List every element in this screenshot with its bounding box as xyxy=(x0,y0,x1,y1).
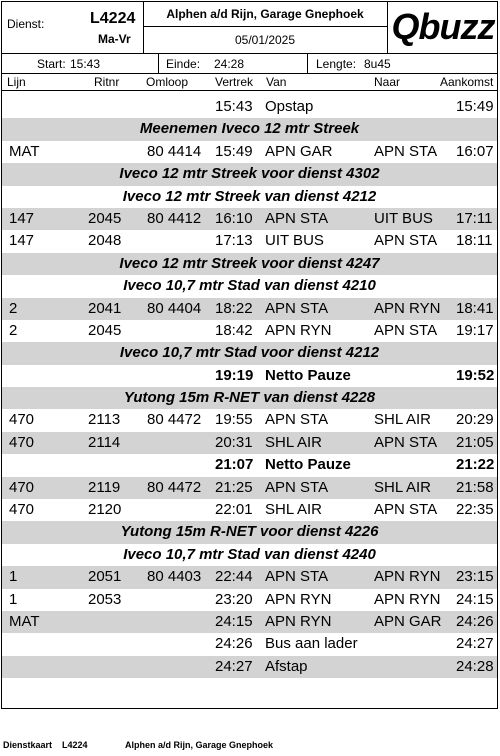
row-aankomst: 19:17 xyxy=(456,321,494,339)
length-label: Lengte: xyxy=(316,57,357,71)
row-vertrek: 21:25 xyxy=(215,478,253,496)
row-ritnr: 2051 xyxy=(88,568,122,586)
row-vertrek: 24:26 xyxy=(215,635,253,653)
trip-row xyxy=(2,298,497,320)
col-aankomst: Aankomst xyxy=(440,75,494,89)
row-omloop: 80 4403 xyxy=(147,568,202,586)
section-title: Yutong 15m R-NET voor dienst 4226 xyxy=(120,523,379,541)
section-title: Yutong 15m R-NET van dienst 4228 xyxy=(123,389,376,407)
garage-name: Alphen a/d Rijn, Garage Gnephoek xyxy=(143,2,387,27)
row-lijn: 2 xyxy=(9,321,18,339)
qbuzz-logo: Qbuzz xyxy=(391,6,495,47)
section-title: Iveco 12 mtr Streek voor dienst 4247 xyxy=(119,254,380,272)
row-van: APN RYN xyxy=(265,590,332,608)
row-van: Afstap xyxy=(265,657,308,675)
row-aankomst: 24:27 xyxy=(456,635,494,653)
row-aankomst: 23:15 xyxy=(456,568,494,586)
row-van: Bus aan lader xyxy=(265,635,358,653)
row-van: APN STA xyxy=(265,478,329,496)
trip-row xyxy=(2,432,497,454)
section-title: Iveco 10,7 mtr Stad van dienst 4210 xyxy=(123,277,376,295)
row-aankomst: 19:52 xyxy=(456,366,495,384)
row-vertrek: 16:10 xyxy=(215,209,253,227)
row-ritnr: 2041 xyxy=(88,299,122,317)
row-naar: APN RYN xyxy=(374,299,441,317)
row-van: Netto Pauze xyxy=(265,456,351,474)
service-days: Ma-Vr xyxy=(98,32,131,46)
dienst-label: Dienst: xyxy=(7,17,45,31)
row-omloop: 80 4412 xyxy=(147,209,202,227)
row-lijn: 470 xyxy=(9,478,35,496)
col-van: Van xyxy=(266,75,287,89)
row-naar: APN STA xyxy=(374,142,438,160)
row-naar: SHL AIR xyxy=(374,411,431,429)
card-header xyxy=(2,2,497,54)
service-date: 05/01/2025 xyxy=(234,33,296,47)
row-naar: APN RYN xyxy=(374,590,441,608)
row-vertrek: 18:42 xyxy=(215,321,253,339)
trip-row xyxy=(2,141,497,163)
duty-card xyxy=(1,1,498,709)
end-label: Einde: xyxy=(166,57,201,71)
trip-row xyxy=(2,656,497,678)
trip-row xyxy=(2,499,497,521)
col-ritnr: Ritnr xyxy=(94,75,120,89)
trip-row xyxy=(2,589,497,611)
row-ritnr: 2048 xyxy=(88,232,122,250)
row-van: APN STA xyxy=(265,209,329,227)
row-vertrek: 22:01 xyxy=(215,501,253,519)
row-aankomst: 21:05 xyxy=(456,433,494,451)
row-naar: UIT BUS xyxy=(374,209,433,227)
row-naar: APN STA xyxy=(374,501,438,519)
row-aankomst: 16:07 xyxy=(456,142,494,160)
info-divider xyxy=(158,54,159,73)
pause-row xyxy=(2,454,497,476)
row-aankomst: 24:26 xyxy=(456,612,494,630)
col-omloop: Omloop xyxy=(146,75,189,89)
row-omloop: 80 4414 xyxy=(147,142,202,160)
row-aankomst: 21:58 xyxy=(456,478,494,496)
section-title-row xyxy=(2,186,497,208)
row-aankomst: 24:28 xyxy=(456,657,494,675)
row-ritnr: 2114 xyxy=(88,433,121,451)
row-lijn: 1 xyxy=(9,590,18,608)
length-value: 8u45 xyxy=(364,57,391,71)
footer-card-number: L4224 xyxy=(62,740,88,750)
row-vertrek: 21:07 xyxy=(215,456,254,474)
row-ritnr: 2120 xyxy=(88,501,122,519)
section-title: Iveco 10,7 mtr Stad van dienst 4240 xyxy=(123,545,376,563)
row-omloop: 80 4472 xyxy=(147,478,202,496)
section-title: Iveco 10,7 mtr Stad voor dienst 4212 xyxy=(119,344,380,362)
row-lijn: 470 xyxy=(9,501,35,519)
row-vertrek: 15:43 xyxy=(215,98,253,115)
row-naar: APN STA xyxy=(374,321,438,339)
section-title: Meenemen Iveco 12 mtr Streek xyxy=(139,120,360,138)
row-van: APN RYN xyxy=(265,321,332,339)
row-lijn: MAT xyxy=(9,142,40,160)
row-aankomst: 21:22 xyxy=(456,456,495,474)
row-ritnr: 2045 xyxy=(88,321,122,339)
pause-row xyxy=(2,365,497,387)
row-lijn: 147 xyxy=(9,232,35,250)
row-aankomst: 15:49 xyxy=(456,98,494,115)
row-ritnr: 2045 xyxy=(88,209,122,227)
row-vertrek: 17:13 xyxy=(215,232,253,250)
col-vertrek: Vertrek xyxy=(215,75,254,89)
row-ritnr: 2119 xyxy=(88,478,121,496)
dienst-number: L4224 xyxy=(90,10,136,27)
row-vertrek: 18:22 xyxy=(215,299,253,317)
row-vertrek: 15:49 xyxy=(215,142,253,160)
row-lijn: 147 xyxy=(9,209,35,227)
section-title-row xyxy=(2,387,497,409)
section-title-row xyxy=(2,163,497,185)
row-aankomst: 17:11 xyxy=(456,209,493,227)
end-time: 24:28 xyxy=(214,57,245,71)
col-naar: Naar xyxy=(374,75,401,89)
row-van: UIT BUS xyxy=(265,232,324,250)
trip-row xyxy=(2,320,497,342)
row-vertrek: 24:15 xyxy=(215,612,253,630)
row-aankomst: 20:29 xyxy=(456,411,494,429)
row-lijn: 2 xyxy=(9,299,18,317)
row-naar: APN RYN xyxy=(374,568,441,586)
trip-row xyxy=(2,611,497,633)
row-vertrek: 20:31 xyxy=(215,433,253,451)
row-omloop: 80 4404 xyxy=(147,299,202,317)
section-title-row xyxy=(2,118,497,140)
section-title-row xyxy=(2,253,497,275)
row-van: SHL AIR xyxy=(265,501,322,519)
row-lijn: 470 xyxy=(9,411,35,429)
row-vertrek: 19:55 xyxy=(215,411,253,429)
row-ritnr: 2113 xyxy=(88,411,121,429)
trip-row xyxy=(2,633,497,655)
trip-row xyxy=(2,208,497,230)
row-naar: APN STA xyxy=(374,433,438,451)
start-label: Start: xyxy=(37,57,66,71)
row-naar: APN GAR xyxy=(374,612,442,630)
row-van: APN STA xyxy=(265,299,329,317)
row-ritnr: 2053 xyxy=(88,590,122,608)
row-lijn: MAT xyxy=(9,612,40,630)
trip-row xyxy=(2,96,497,118)
section-title-row xyxy=(2,521,497,543)
schedule-rows xyxy=(2,96,497,678)
trip-row xyxy=(2,566,497,588)
row-omloop: 80 4472 xyxy=(147,411,202,429)
row-aankomst: 24:15 xyxy=(456,590,494,608)
row-vertrek: 24:27 xyxy=(215,657,253,675)
row-van: APN STA xyxy=(265,411,329,429)
footer-garage: Alphen a/d Rijn, Garage Gnephoek xyxy=(125,740,274,750)
row-lijn: 1 xyxy=(9,568,18,586)
row-aankomst: 18:11 xyxy=(456,232,493,250)
info-divider xyxy=(307,54,308,73)
section-title: Iveco 12 mtr Streek voor dienst 4302 xyxy=(119,165,380,183)
shift-info-bar xyxy=(2,54,497,74)
row-aankomst: 22:35 xyxy=(456,501,494,519)
row-van: Netto Pauze xyxy=(265,366,351,384)
row-van: APN RYN xyxy=(265,612,332,630)
section-title-row xyxy=(2,342,497,364)
row-naar: SHL AIR xyxy=(374,478,431,496)
row-vertrek: 19:19 xyxy=(215,366,254,384)
start-time: 15:43 xyxy=(70,57,101,71)
row-van: SHL AIR xyxy=(265,433,322,451)
trip-row xyxy=(2,230,497,252)
section-title: Iveco 12 mtr Streek van dienst 4212 xyxy=(122,187,377,205)
column-header xyxy=(2,74,497,91)
trip-row xyxy=(2,409,497,431)
section-title-row xyxy=(2,275,497,297)
row-naar: APN STA xyxy=(374,232,438,250)
section-title-row xyxy=(2,544,497,566)
row-van: APN STA xyxy=(265,568,329,586)
row-van: Opstap xyxy=(265,98,314,115)
row-aankomst: 18:41 xyxy=(456,299,494,317)
row-lijn: 470 xyxy=(9,433,35,451)
col-lijn: Lijn xyxy=(7,75,26,89)
trip-row xyxy=(2,477,497,499)
row-vertrek: 22:44 xyxy=(215,568,253,586)
footer-card-label: Dienstkaart xyxy=(3,740,53,750)
row-vertrek: 23:20 xyxy=(215,590,253,608)
row-van: APN GAR xyxy=(265,142,333,160)
